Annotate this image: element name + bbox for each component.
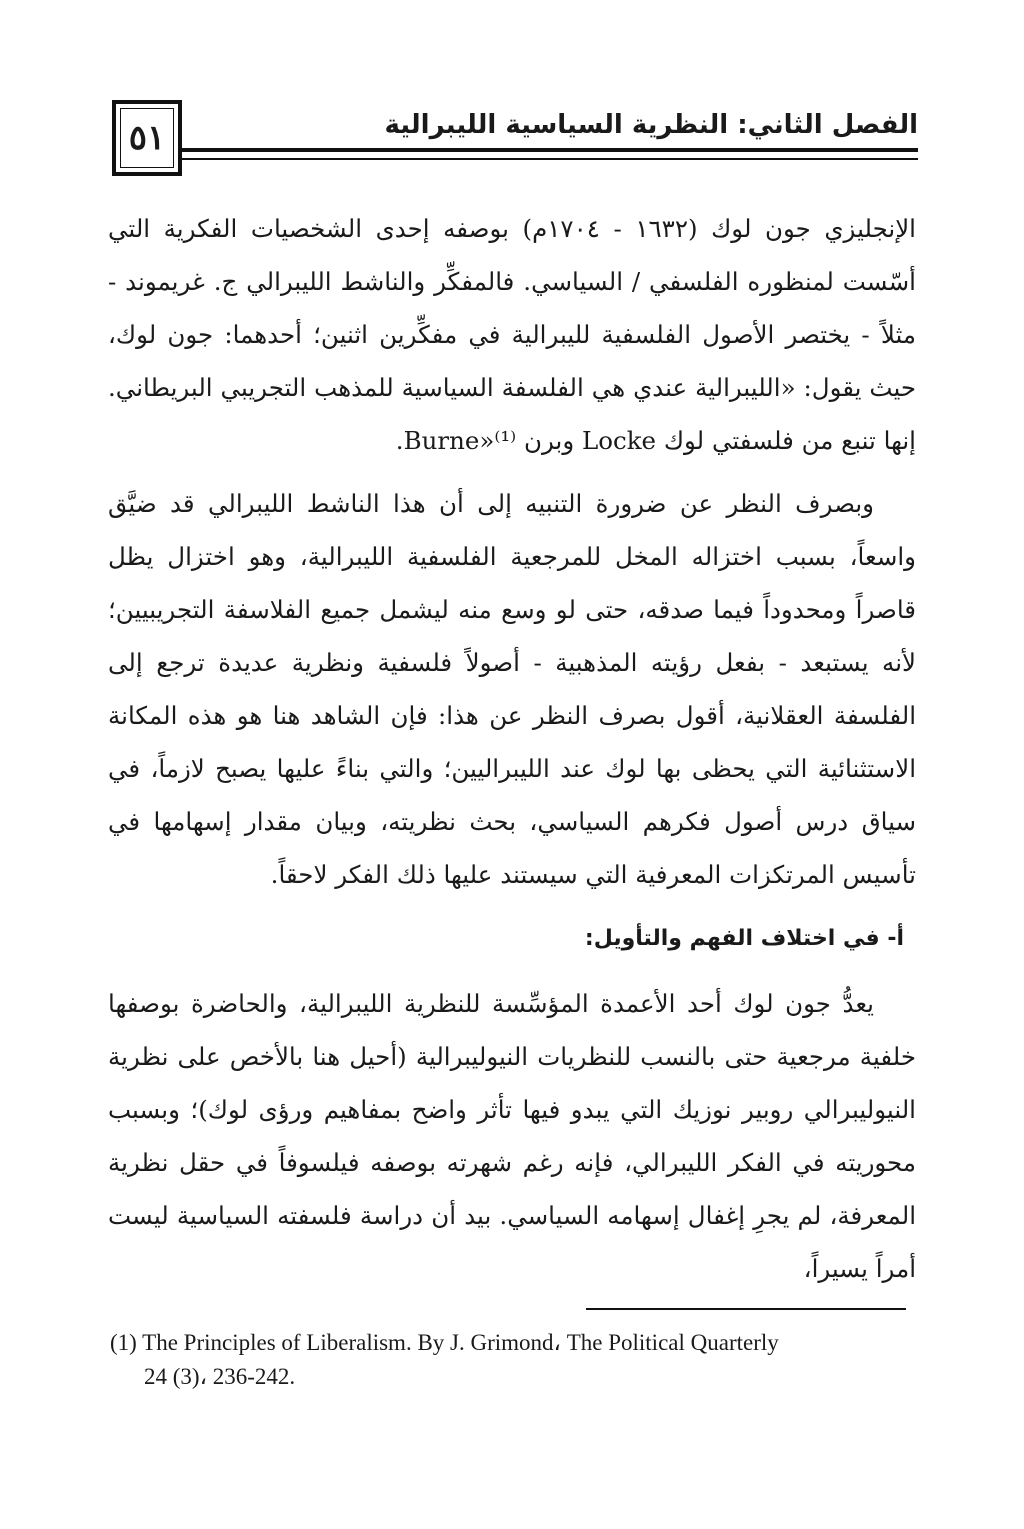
section-heading: أ- في اختلاف الفهم والتأويل: — [584, 926, 904, 951]
page-header — [112, 100, 918, 184]
paragraph-gap — [108, 467, 916, 477]
page-number-frame — [120, 108, 174, 168]
body-paragraph-3: يعدُّ جون لوك أحد الأعمدة المؤسِّسة للنظرية الليبرالية، والحاضرة بوصفها خلفية مرجعية حتى بالنسب للنظريات النيوليبرالية (أحيل هنا بالأخص على نظرية النيوليبرالي روبير نوزيك التي يبدو فيها تأثر واضح بمفاهيم ورؤى لوك)؛ وبسبب محوريته في الفكر الليبرالي، فإنه رغم شهرته بوصفه فيلسوفاً في حقل نظرية المعرفة، لم يجرِ إغفال إسهامه السياسي. بيد أن دراسة فلسفته السياسية ليست أمراً يسيراً، — [108, 989, 916, 1283]
body-paragraph-1: الإنجليزي جون لوك (١٦٣٢ - ١٧٠٤م) بوصفه إحدى الشخصيات الفكرية التي أسّست لمنظوره الفلسفي / السياسي. فالمفكِّر والناشط الليبرالي ج. غريموند - مثلاً - يختصر الأصول الفلسفية لليبرالية في مفكِّرين اثنين؛ أحدهما: جون لوك، حيث يقول: «الليبرالية عندي هي الفلسفة السياسية للمذهب التجريبي البريطاني. إنها تنبع من فلسفتي لوك Locke وبرن Burne»⁽¹⁾. — [108, 214, 916, 455]
header-rule-thick — [182, 148, 918, 152]
header-rule-thin — [182, 158, 918, 160]
page-number-box — [112, 100, 182, 176]
footnote-line-1: (1) The Principles of Liberalism. By J. Grimond، The Political Quarterly — [110, 1330, 779, 1355]
page-body — [108, 202, 916, 1295]
footnote — [110, 1326, 910, 1394]
footnote-line-2: 24 (3)، 236-242. — [144, 1364, 296, 1389]
body-paragraph-2: وبصرف النظر عن ضرورة التنبيه إلى أن هذا الناشط الليبرالي قد ضيَّق واسعاً، بسبب اختزاله المخل للمرجعية الفلسفية الليبرالية، وهو اختزال يظل قاصراً ومحدوداً فيما صدقه، حتى لو وسع منه ليشمل جميع الفلاسفة التجريبيين؛ لأنه يستبعد - بفعل رؤيته المذهبية - أصولاً فلسفية ونظرية عديدة ترجع إلى الفلسفة العقلانية، أقول بصرف النظر عن هذا: فإن الشاهد هنا هو هذه المكانة الاستثنائية التي يحظى بها لوك عند الليبراليين؛ والتي بناءً عليها يصبح لازماً، في سياق درس أصول فكرهم السياسي، بحث نظريته، وبيان مقدار إسهامها في تأسيس المرتكزات المعرفية التي سيستند عليها ذلك الفكر لاحقاً. — [108, 489, 916, 889]
footnote-separator — [586, 1308, 906, 1310]
paragraph-gap — [108, 901, 916, 911]
page-number: ٥١ — [128, 118, 166, 158]
paragraph-gap — [108, 967, 916, 977]
running-head: الفصل الثاني: النظرية السياسية الليبرالية — [384, 110, 918, 140]
